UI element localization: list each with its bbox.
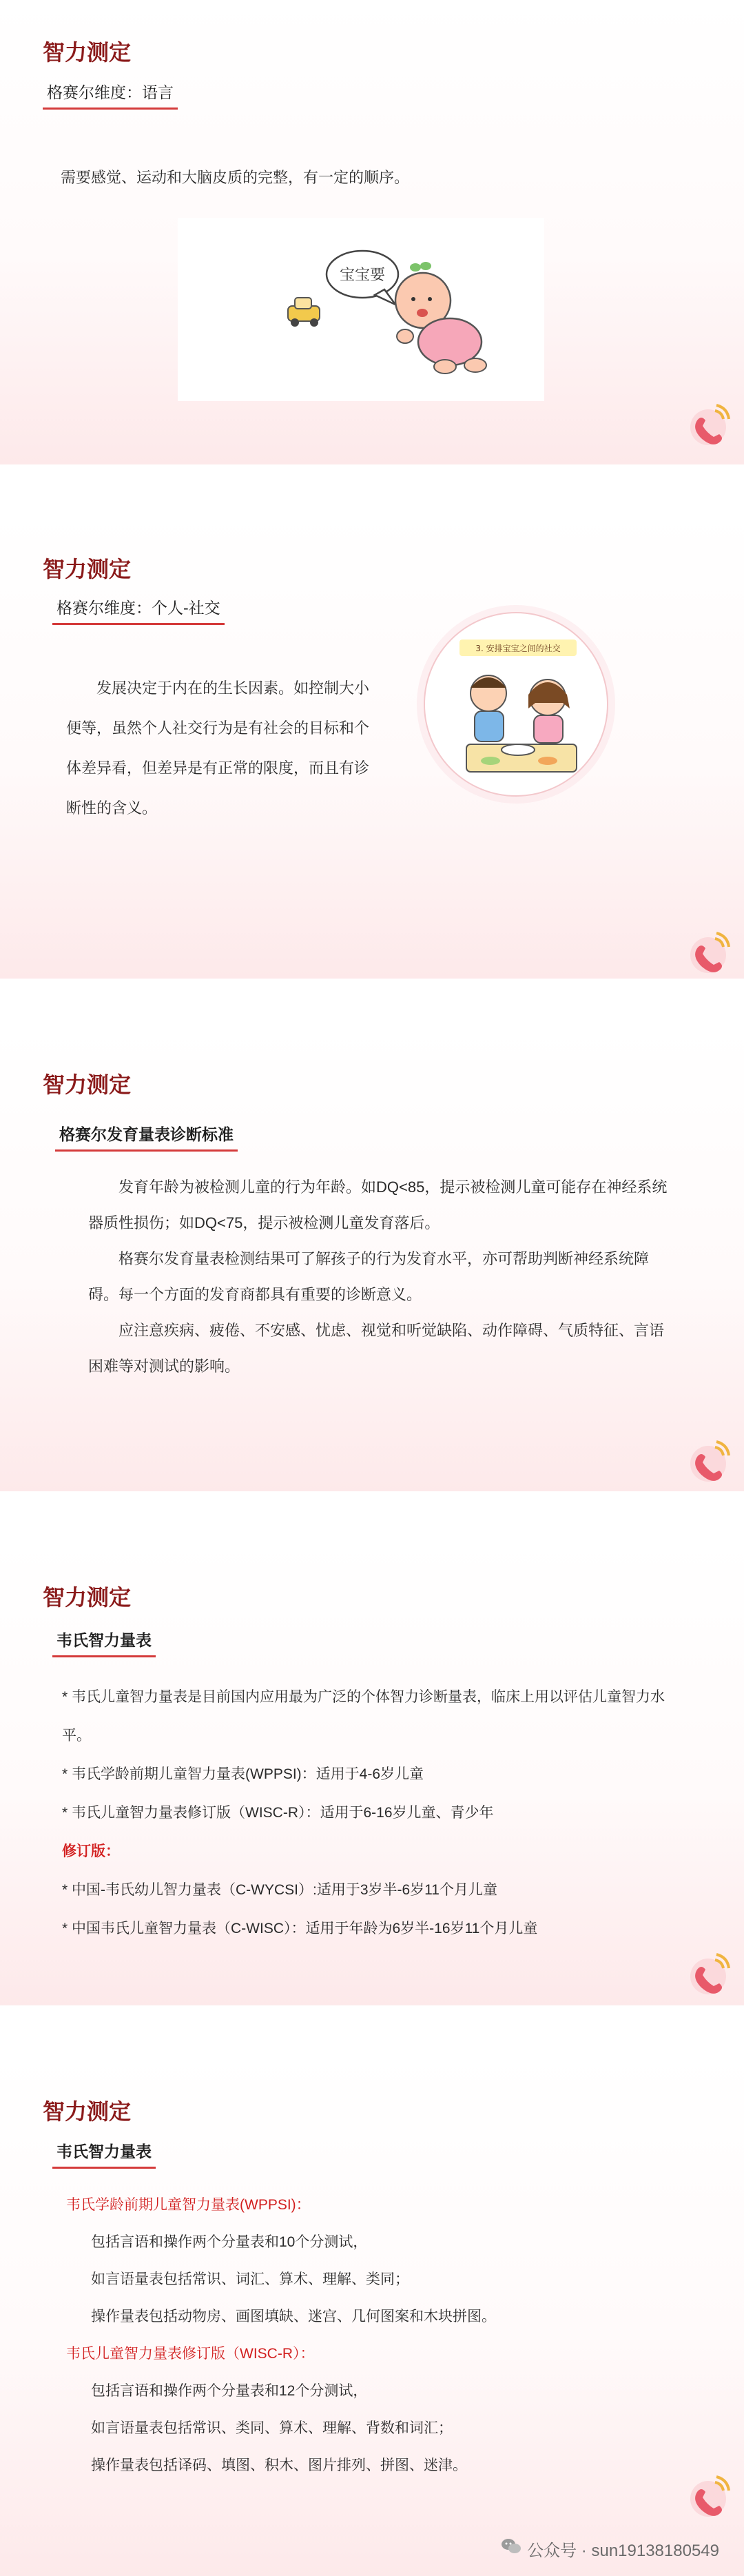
section-gap xyxy=(0,464,744,513)
phone-icon xyxy=(682,2473,734,2521)
wechat-icon xyxy=(501,2537,521,2560)
section-gap xyxy=(0,2005,744,2054)
result-paragraph: 格赛尔发育量表检测结果可了解孩子的行为发育水平，亦可帮助判断神经系统障碍。每一个方面的发育商都具有重要的诊断意义。 xyxy=(88,1250,650,1303)
phone-icon xyxy=(682,1438,734,1486)
kids-illustration xyxy=(424,612,608,797)
bullet-item: * 韦氏学龄前期儿童智力量表(WPPSI)：适用于4-6岁儿童 xyxy=(62,1766,424,1782)
wisc-line: 如言语量表包括常识、类同、算术、理解、背数和词汇； xyxy=(91,2420,453,2436)
wisc-line: 操作量表包括译码、填图、积木、图片排列、拼图、迷津。 xyxy=(91,2457,467,2473)
body-paragraph: 发展决定于内在的生长因素。如控制大小便等，虽然个人社交行为是有社会的目标和个体差异看，但差异是有正常的限度，而且有诊断性的含义。 xyxy=(66,679,370,817)
criteria-paragraph: 发育年龄为被检测儿童的行为年龄。如DQ<85，提示被检测儿童可能存在神经系统器质性损伤；如DQ<75，提示被检测儿童发育落后。 xyxy=(88,1178,668,1231)
slide-title: 智力测定 xyxy=(43,2099,132,2124)
slide-social xyxy=(0,513,744,979)
bullet-item: * 韦氏儿童智力量表是目前国内应用最为广泛的个体智力诊断量表，临床上用以评估儿童智力水平。 xyxy=(62,1689,665,1744)
banner-text: 3. 安排宝宝之间的社交 xyxy=(475,644,561,653)
slide-title: 智力测定 xyxy=(43,557,132,582)
phone-icon xyxy=(682,929,734,977)
slide-title: 智力测定 xyxy=(43,1072,132,1097)
slide-subtitle: 格赛尔维度：个人-社交 xyxy=(52,597,225,625)
crawling-baby-icon xyxy=(395,262,486,374)
slide-gesell-criteria xyxy=(0,1027,744,1491)
attention-paragraph: 应注意疾病、疲倦、不安感、忧虑、视觉和听觉缺陷、动作障碍、气质特征、言语困难等对测试的影响。 xyxy=(88,1322,665,1375)
watermark-footer xyxy=(501,2537,719,2561)
baby-illustration xyxy=(178,218,544,401)
slide-wechsler-overview xyxy=(0,1540,744,2005)
wisc-heading: 韦氏儿童智力量表修订版（WISC-R）： xyxy=(66,2346,315,2362)
wppsi-line: 包括言语和操作两个分量表和10个分测试， xyxy=(91,2234,368,2250)
bubble-text: 宝宝要 xyxy=(339,267,386,284)
wppsi-heading: 韦氏学龄前期儿童智力量表(WPPSI)： xyxy=(66,2197,311,2213)
slide-title: 智力测定 xyxy=(43,40,132,65)
phone-icon xyxy=(682,1950,734,1999)
bullet-item: * 韦氏儿童智力量表修订版（WISC-R）：适用于6-16岁儿童、青少年 xyxy=(62,1805,494,1821)
slide-subtitle: 韦氏智力量表 xyxy=(52,1629,156,1657)
footer-text: 公众号 · sun19138180549 xyxy=(527,2542,719,2560)
slide-title: 智力测定 xyxy=(43,1585,132,1610)
body-paragraph: 需要感觉、运动和大脑皮质的完整，有一定的顺序。 xyxy=(61,169,410,186)
wppsi-line: 如言语量表包括常识、词汇、算术、理解、类同； xyxy=(91,2271,409,2287)
section-gap xyxy=(0,979,744,1027)
wisc-line: 包括言语和操作两个分量表和12个分测试， xyxy=(91,2383,368,2399)
slide-subtitle: 格赛尔维度：语言 xyxy=(43,81,178,110)
child-boy-icon xyxy=(471,675,506,742)
section-gap xyxy=(0,1491,744,1540)
phone-icon xyxy=(682,401,734,449)
revision-heading: 修订版： xyxy=(62,1843,120,1859)
child-girl-icon xyxy=(528,679,570,743)
wppsi-line: 操作量表包括动物房、画图填缺、迷宫、几何图案和木块拼图。 xyxy=(91,2309,496,2324)
bullet-item: * 中国-韦氏幼儿智力量表（C-WYCSI）:适用于3岁半-6岁11个月儿童 xyxy=(62,1882,497,1898)
slide-subtitle: 韦氏智力量表 xyxy=(52,2140,156,2169)
bullet-item: * 中国韦氏儿童智力量表（C-WISC）：适用于年龄为6岁半-16岁11个月儿童 xyxy=(62,1921,538,1936)
toy-car-icon xyxy=(288,298,320,327)
slide-language xyxy=(0,0,744,464)
slide-subtitle: 格赛尔发育量表诊断标准 xyxy=(55,1123,238,1152)
slide-wechsler-details xyxy=(0,2054,744,2576)
